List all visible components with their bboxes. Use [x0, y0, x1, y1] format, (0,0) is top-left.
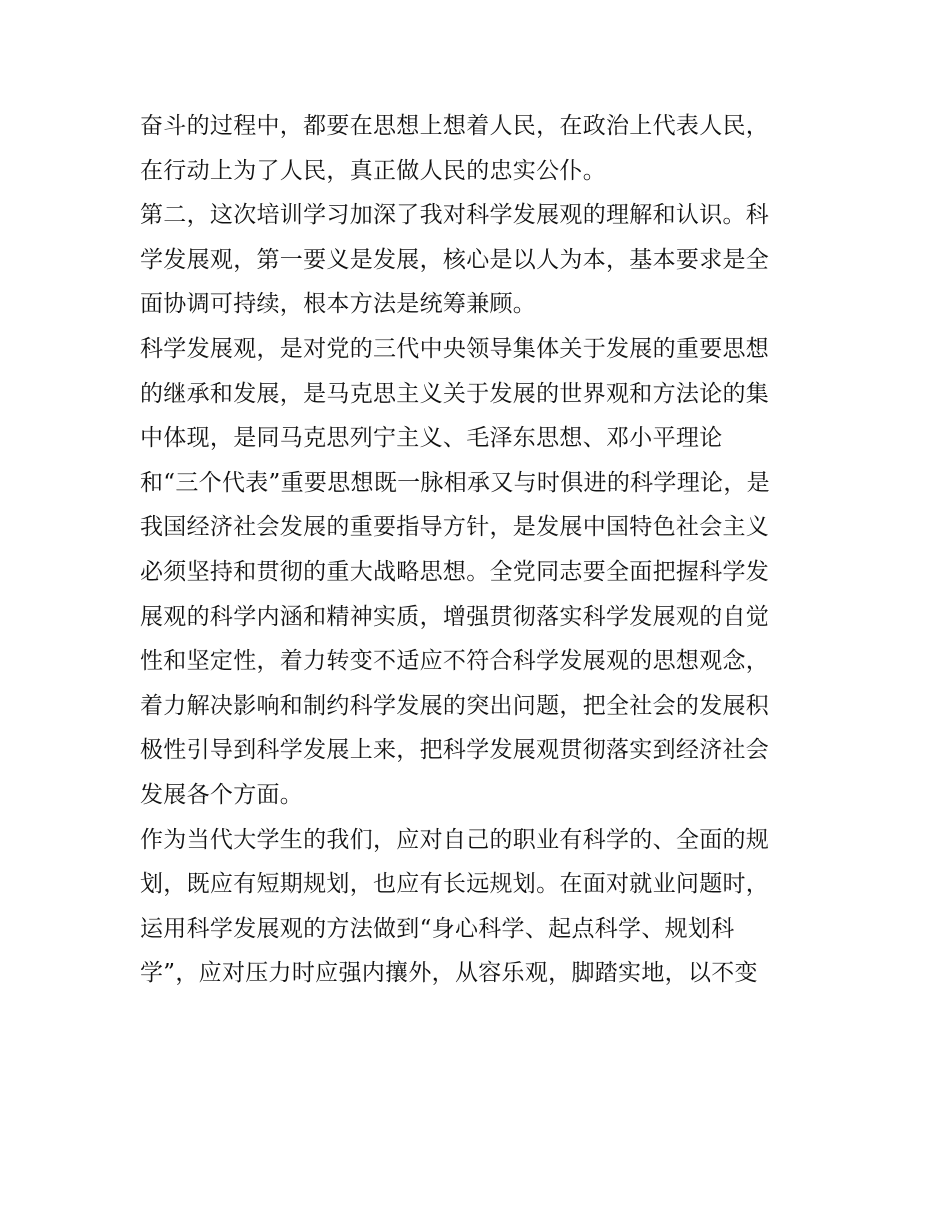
text-line: 学”，应对压力时应强内攘外，从容乐观，脚踏实地，以不变	[140, 960, 758, 987]
text-line: 我国经济社会发展的重要指导方针，是发展中国特色社会主义	[140, 514, 770, 541]
text-line: 作为当代大学生的我们，应对自己的职业有科学的、全面的规	[140, 826, 770, 853]
text-line: 和“三个代表”重要思想既一脉相承又与时俱进的科学理论，是	[140, 469, 770, 496]
text-line: 的继承和发展，是马克思主义关于发展的世界观和方法论的集	[140, 380, 770, 407]
text-line: 运用科学发展观的方法做到“身心科学、起点科学、规划科	[140, 915, 735, 942]
text-line: 第二，这次培训学习加深了我对科学发展观的理解和认识。科	[140, 202, 770, 229]
text-line: 科学发展观，是对党的三代中央领导集体关于发展的重要思想	[140, 335, 770, 362]
text-line: 划，既应有短期规划，也应有长远规划。在面对就业问题时，	[140, 871, 770, 898]
text-line: 在行动上为了人民，真正做人民的忠实公仆。	[140, 157, 606, 184]
text-line: 性和坚定性，着力转变不适应不符合科学发展观的思想观念，	[140, 648, 770, 675]
text-line: 极性引导到科学发展上来，把科学发展观贯彻落实到经济社会	[140, 737, 770, 764]
text-line: 着力解决影响和制约科学发展的突出问题，把全社会的发展积	[140, 692, 770, 719]
document-body	[140, 104, 812, 996]
text-line: 中体现，是同马克思列宁主义、毛泽东思想、邓小平理论	[140, 425, 723, 452]
text-line: 学发展观，第一要义是发展，核心是以人为本，基本要求是全	[140, 246, 770, 273]
text-line: 展观的科学内涵和精神实质，增强贯彻落实科学发展观的自觉	[140, 603, 770, 630]
text-line: 奋斗的过程中，都要在思想上想着人民，在政治上代表人民，	[140, 113, 770, 139]
text-line: 必须坚持和贯彻的重大战略思想。全党同志要全面把握科学发	[140, 558, 770, 585]
text-line: 面协调可持续，根本方法是统筹兼顾。	[140, 291, 537, 318]
text-line: 发展各个方面。	[140, 781, 304, 808]
